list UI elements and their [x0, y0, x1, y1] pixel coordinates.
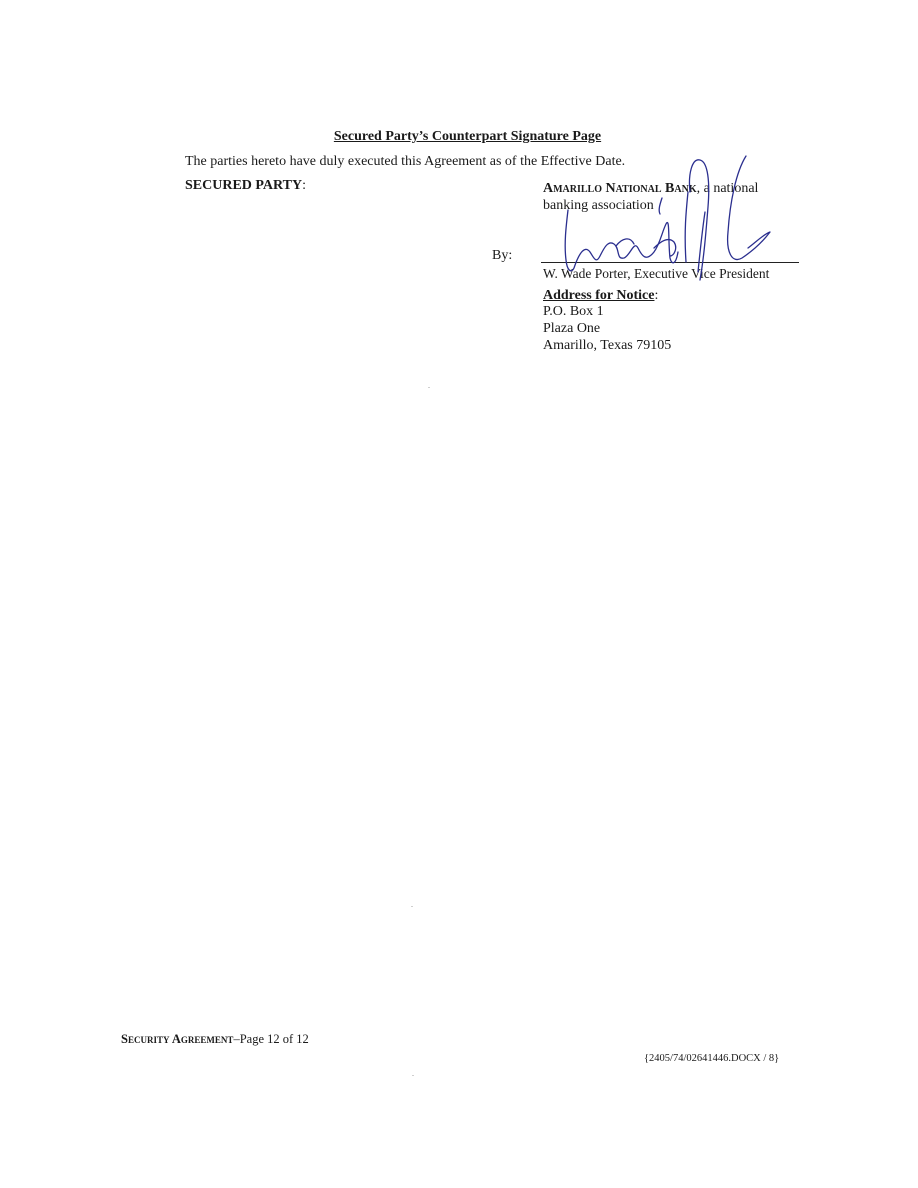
footer-doc-id: {2405/74/02641446.DOCX / 8}	[644, 1053, 780, 1064]
address-line-1: P.O. Box 1	[543, 304, 604, 319]
address-line-3: Amarillo, Texas 79105	[543, 338, 672, 353]
secured-party-colon: :	[302, 178, 306, 193]
scan-speck	[412, 1075, 414, 1076]
address-heading-label: Address for Notice	[543, 288, 655, 303]
scan-speck	[428, 387, 430, 388]
page-title: Secured Party’s Counterpart Signature Page	[333, 129, 602, 144]
address-line-2: Plaza One	[543, 321, 601, 336]
footer-page-number: –Page 12 of 12	[233, 1032, 309, 1046]
bank-description-2: banking association	[543, 198, 654, 213]
footer-page-label	[121, 1032, 309, 1047]
by-label: By:	[492, 248, 513, 263]
bank-name: Amarillo National Bank	[543, 181, 697, 196]
address-heading	[543, 288, 658, 304]
scan-speck	[411, 906, 413, 907]
handwritten-signature	[550, 152, 790, 282]
secured-party-heading	[185, 178, 306, 194]
signer-name: W. Wade Porter, Executive Vice President	[543, 266, 770, 281]
signature-strokes	[565, 156, 770, 280]
secured-party-label: SECURED PARTY	[185, 178, 303, 193]
bank-description-1: , a national	[696, 181, 759, 196]
intro-text: The parties hereto have duly executed this Agreement as of the Effective Date.	[185, 154, 626, 169]
address-heading-colon: :	[654, 288, 659, 303]
footer-agreement-label: Security Agreement	[121, 1032, 234, 1046]
